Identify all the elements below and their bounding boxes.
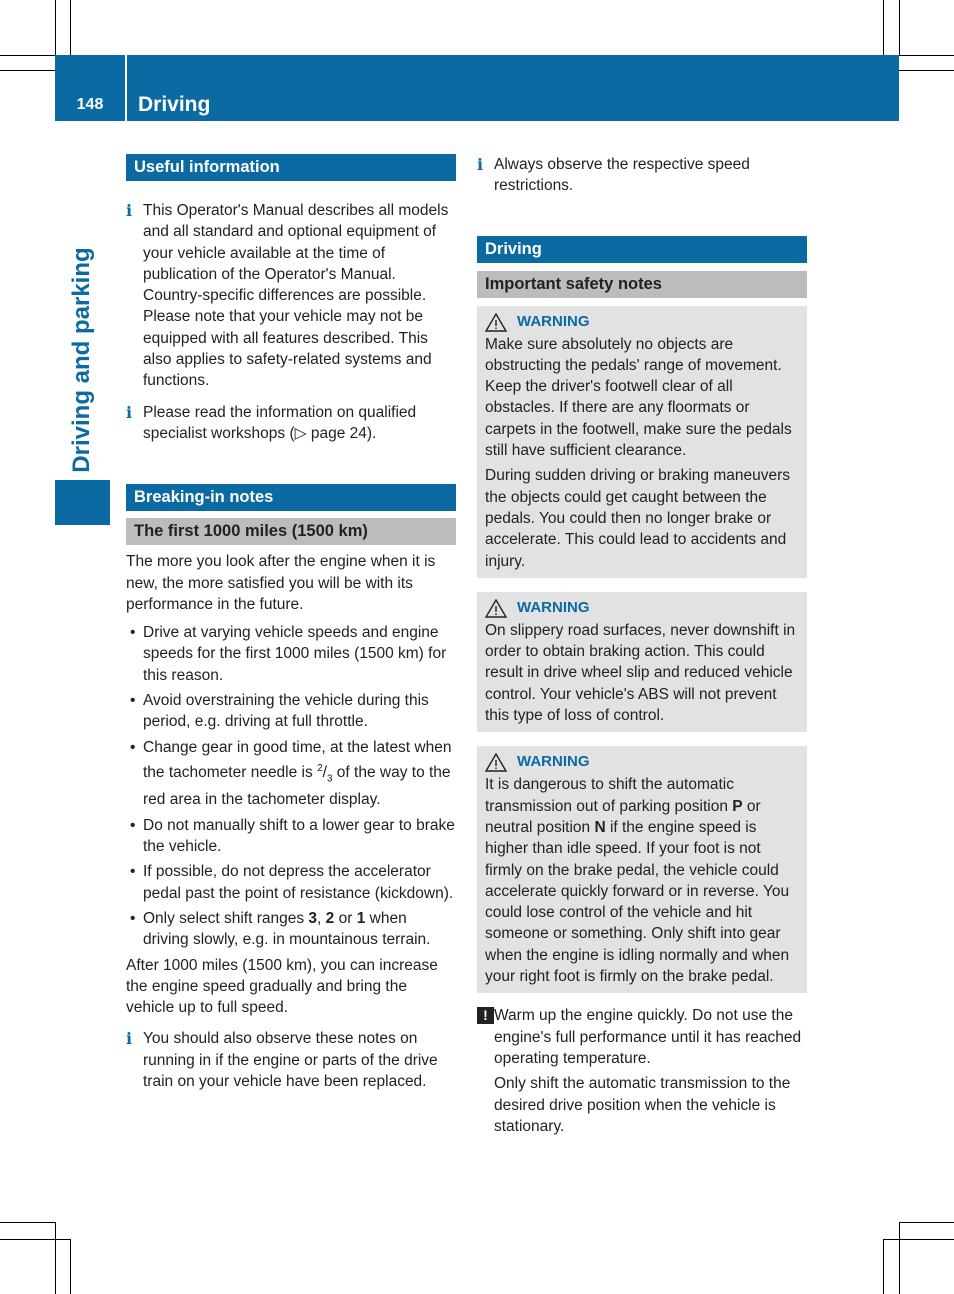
left-column	[126, 154, 456, 1092]
info-icon: i	[126, 201, 133, 220]
section-heading-breaking-in: Breaking-in notes	[126, 484, 456, 511]
warning-triangle-icon	[485, 599, 507, 618]
crop-mark	[55, 0, 56, 55]
info-note	[477, 154, 807, 197]
warning-triangle-icon	[485, 313, 507, 332]
info-note-text: You should also observe these notes on running in if the engine or parts of the drive train on your vehicle have been replaced.	[143, 1030, 438, 1091]
info-icon: i	[477, 155, 484, 174]
warning-heading: WARNING	[485, 596, 799, 620]
right-column	[477, 154, 807, 1137]
crop-mark	[899, 0, 900, 55]
list-item: • Do not manually shift to a lower gear to brake the vehicle.	[130, 816, 455, 856]
crop-mark	[899, 1222, 954, 1223]
crop-mark	[899, 1222, 900, 1294]
info-icon: i	[126, 402, 133, 422]
info-note-text: This Operator's Manual describes all models and all standard and optional equipment of your vehicle available at the time of publication of the Operator's Manual. Country-specific differences are possible. Please note that your vehicle may not be equipped with all features described. This also applies to safety-related systems and functions.	[143, 202, 449, 390]
caution-note	[477, 1005, 807, 1137]
subheading-first-miles: The first 1000 miles (1500 km)	[126, 518, 456, 545]
warning-heading: WARNING	[485, 310, 799, 334]
warning-box	[477, 306, 807, 578]
section-heading-useful-info: Useful information	[126, 154, 456, 181]
subheading-safety-notes: Important safety notes	[477, 271, 807, 298]
crop-mark	[55, 1222, 56, 1294]
info-note-text: Please read the information on qualified specialist workshops (▷ page 24).	[143, 403, 417, 442]
info-icon: i	[126, 1029, 133, 1049]
info-note-text: Always observe the respective speed restrictions.	[494, 156, 750, 195]
info-note	[126, 200, 456, 392]
side-tab-block	[55, 480, 110, 525]
crop-mark	[70, 1239, 71, 1294]
list-item: • Avoid overstraining the vehicle during this period, e.g. driving at full throttle.	[130, 692, 429, 731]
crop-mark	[0, 55, 55, 56]
list-item: • Only select shift ranges 3, 2 or 1 when driving slowly, e.g. in mountainous terrain.	[130, 909, 431, 949]
crop-mark	[0, 1222, 55, 1223]
info-note	[126, 1028, 456, 1092]
crop-mark	[0, 1239, 70, 1240]
breaking-in-intro: The more you look after the engine when it is new, the more satisfied you will be with its performance in the future.	[126, 553, 436, 613]
crop-mark	[899, 70, 954, 71]
warning-text: During sudden driving or braking maneuvers the objects could get caught between the pedals. You could then no longer brake or accelerate. This could lead to accidents and injury.	[485, 467, 790, 570]
header-divider	[125, 55, 127, 121]
crop-mark	[883, 1239, 954, 1240]
crop-mark	[70, 0, 71, 55]
warning-box	[477, 746, 807, 993]
crop-mark	[899, 55, 954, 56]
warning-text: On slippery road surfaces, never downshift in order to obtain braking action. This could result in drive wheel slip and reduced vehicle control. Your vehicle's ABS will not prevent this type of loss of control.	[485, 621, 796, 725]
warning-triangle-icon	[485, 753, 507, 772]
breaking-in-after: After 1000 miles (1500 km), you can increase the engine speed gradually and bring the vehicle up to full speed.	[126, 956, 438, 1017]
list-item: • If possible, do not depress the accelerator pedal past the point of resistance (kickdown).	[130, 863, 454, 902]
warning-heading: WARNING	[485, 750, 799, 774]
crop-mark	[883, 1239, 884, 1294]
caution-text: Warm up the engine quickly. Do not use the engine's full performance until it has reached operating temperature.	[494, 1007, 802, 1067]
crop-mark	[883, 0, 884, 55]
page-title: Driving	[138, 93, 211, 116]
page-number: 148	[76, 96, 104, 113]
exclamation-icon: !	[477, 1007, 494, 1024]
warning-text: Make sure absolutely no objects are obstructing the pedals' range of movement. Keep the driver's footwell clear of all obstacles. If there are any floormats or carpets in the footwell, make sure the pedals still have sufficient clearance.	[485, 335, 792, 460]
caution-text: Only shift the automatic transmission to the desired drive position when the vehicle is stationary.	[494, 1075, 791, 1135]
warning-box	[477, 592, 807, 732]
warning-text: It is dangerous to shift the automatic transmission out of parking position P or neutral position N if the engine speed is higher than idle speed. If your foot is not firmly on the brake pedal, the vehicle could accelerate quickly forward or in reverse. You could lose control of the vehicle and hit someone or something. Only shift into gear when the engine is idling normally and when your right foot is firmly on the brake pedal.	[485, 776, 790, 986]
bullet-list	[126, 622, 456, 950]
crop-mark	[0, 70, 55, 71]
info-note	[126, 402, 456, 445]
section-heading-driving: Driving	[477, 236, 807, 263]
list-item: • Drive at varying vehicle speeds and engine speeds for the first 1000 miles (1500 km) for this reason.	[130, 624, 447, 684]
side-tab-label: Driving and parking	[68, 247, 95, 473]
list-item: • Change gear in good time, at the latest when the tachometer needle is $^2/_3$ of the way to the red area in the tachometer display.	[130, 738, 452, 809]
